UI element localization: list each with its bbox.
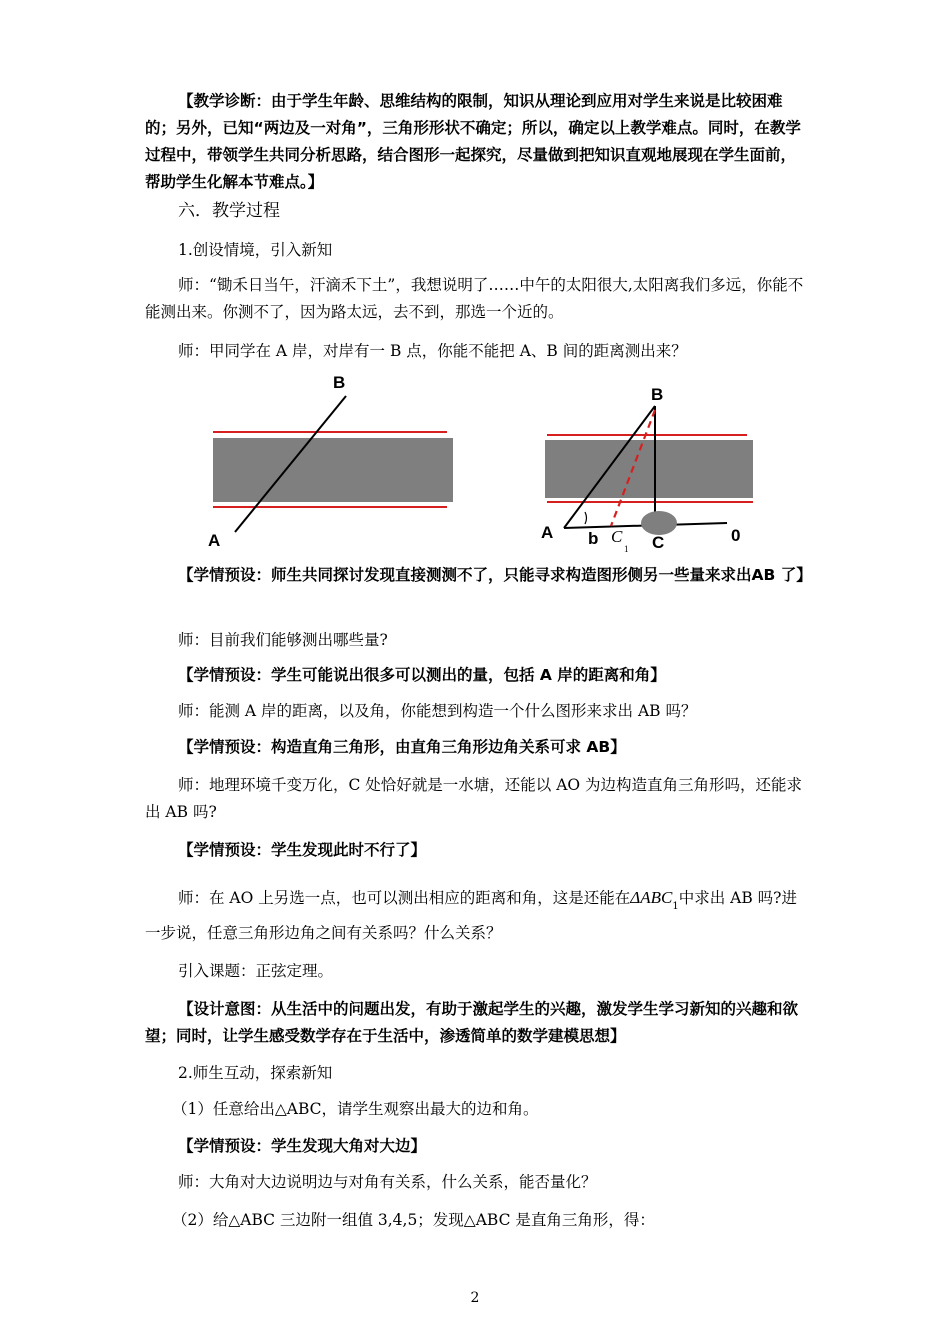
point-c-label: C [652, 533, 665, 552]
river-band [545, 440, 753, 498]
point-b-label: B [333, 373, 346, 392]
teacher-paragraph-1: 师：“锄禾日当午，汗滴禾下土”，我想说明了……中午的太阳很大,太阳离我们多远，你能不能测出来。你测不了，因为路太远，去不到，那选一个近的。 [145, 276, 804, 321]
point-b-label: B [651, 385, 664, 404]
point-o-label: 0 [731, 526, 741, 545]
teacher-paragraph-3: 师：目前我们能够测出哪些量? [178, 631, 388, 649]
river-diagram-left [195, 368, 465, 553]
student-preset-1: 【学情预设：师生共同探讨发现直接测测不了，只能寻求构造图形侧另一些量来求出AB 了】 [178, 566, 812, 584]
pond [641, 511, 677, 535]
teacher-paragraph-7: 师：大角对大边说明边与对角有关系，什么关系，能否量化？ [178, 1173, 597, 1191]
intro-topic: 引入课题：正弦定理。 [178, 962, 334, 980]
river-diagram-right [535, 378, 780, 563]
section-heading: 六．教学过程 [178, 201, 280, 221]
river-band [213, 438, 453, 502]
page-number: 2 [470, 1290, 480, 1306]
student-preset-5: 【学情预设：学生发现大角对大边】 [178, 1137, 427, 1155]
point-a-label: A [208, 531, 221, 550]
triangle-abc1-math: ΔABC [630, 888, 673, 907]
student-preset-3: 【学情预设：构造直角三角形，由直角三角形边角关系可求 AB】 [178, 738, 626, 756]
teacher-6-text-before: 师：在 AO 上另选一点，也可以测出相应的距离和角，这是还能在 [178, 889, 631, 907]
item-2: （2）给△ABC 三边附一组值 3,4,5；发现△ABC 是直角三角形，得： [172, 1211, 655, 1229]
side-b-label: b [588, 529, 599, 548]
item-1: （1）任意给出△ABC，请学生观察出最大的边和角。 [172, 1100, 539, 1118]
point-c1-subscript: 1 [624, 544, 629, 554]
step1-title: 1.创设情境，引入新知 [178, 241, 333, 259]
point-a-label: A [541, 523, 554, 542]
angle-a-arc [585, 512, 587, 524]
teacher-paragraph-4: 师：能测 A 岸的距离，以及角，你能想到构造一个什么图形来求出 AB 吗？ [178, 702, 697, 720]
teacher-paragraph-2: 师：甲同学在 A 岸，对岸有一 B 点，你能不能把 A、B 间的距离测出来？ [178, 342, 687, 360]
teaching-diagnosis: 【教学诊断：由于学生年龄、思维结构的限制，知识从理论到应用对学生来说是比较困难的；另外，已知“两边及一对角”，三角形形状不确定；所以，确定以上教学难点。同时，在教学过程中，带领学生共同分析思路，结合图形一起探究，尽量做到把知识直观地展现在学生面前，帮助学生化解本节难点。】 [145, 92, 801, 191]
student-preset-2: 【学情预设：学生可能说出很多可以测出的量，包括 A 岸的距离和角】 [178, 666, 666, 684]
triangle-abc1-subscript: 1 [672, 901, 679, 912]
student-preset-4: 【学情预设：学生发现此时不行了】 [178, 841, 427, 859]
teacher-6-text-after: 中求出 AB 吗?进一步说，任意三角形边角之间有关系吗？什么关系？ [145, 889, 797, 942]
teacher-paragraph-6 [145, 884, 805, 947]
point-c1-label: C [611, 527, 623, 546]
teacher-paragraph-5: 师：地理环境千变万化，C 处恰好就是一水塘，还能以 AO 为边构造直角三角形吗，还能求出 AB 吗? [145, 776, 803, 821]
design-intent: 【设计意图：从生活中的问题出发，有助于激起学生的兴趣，激发学生学习新知的兴趣和欲望；同时，让学生感受数学存在于生活中，渗透简单的数学建模思想】 [145, 1000, 799, 1045]
step2-title: 2.师生互动，探索新知 [178, 1064, 333, 1082]
